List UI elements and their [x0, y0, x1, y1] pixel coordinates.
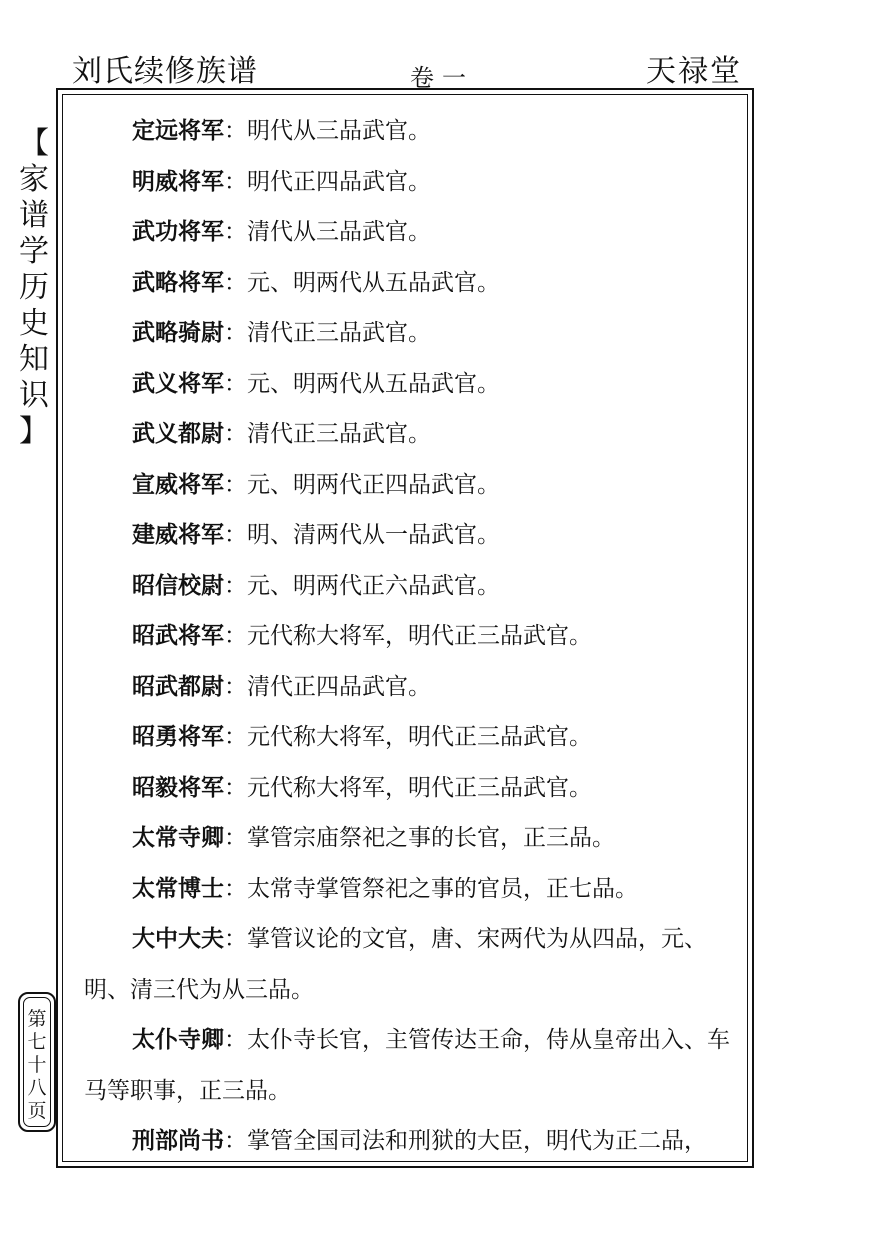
glossary-entry [84, 712, 734, 763]
entry-term: 武功将军 [132, 218, 224, 245]
entry-term: 昭勇将军 [132, 723, 224, 750]
page-number-badge [18, 992, 56, 1132]
entry-term: 太仆寺卿 [132, 1026, 224, 1053]
entry-term: 太常博士 [132, 874, 224, 902]
entry-description: 元代称大将军，明代正三品武官。 [247, 724, 592, 750]
entry-separator: ： [224, 421, 247, 447]
entry-term: 昭武将军 [132, 622, 224, 649]
side-title-char: 谱 [19, 198, 49, 233]
entry-term: 武义都尉 [132, 420, 224, 447]
glossary-entry [84, 561, 734, 612]
entry-separator: ： [224, 623, 247, 649]
entry-separator: ： [224, 673, 247, 700]
entry-term: 昭信校尉 [132, 571, 224, 599]
entry-separator: ： [224, 572, 247, 599]
glossary-entry [84, 611, 734, 662]
side-title-char: 】 [19, 414, 49, 449]
entry-term: 昭毅将军 [132, 773, 224, 801]
entry-term: 宣威将军 [132, 470, 224, 498]
entry-description: 元、明两代正六品武官。 [247, 572, 500, 599]
entry-separator: ： [224, 926, 247, 952]
entry-separator: ： [224, 370, 247, 397]
entry-description: 元、明两代正四品武官。 [247, 471, 500, 498]
header-volume: 卷一 [410, 64, 474, 92]
entry-separator: ： [224, 118, 247, 144]
entry-description: 明代从三品武官。 [247, 118, 431, 144]
glossary-entry [84, 359, 734, 410]
entry-description: 清代正四品武官。 [247, 673, 431, 700]
glossary-entry [84, 914, 734, 1015]
page-label-char: 七 [27, 1031, 47, 1053]
entry-term: 武略骑尉 [132, 319, 224, 346]
glossary-entry [84, 207, 734, 258]
entry-term: 武略将军 [132, 268, 224, 296]
side-title-char: 识 [19, 378, 49, 413]
glossary-content [84, 106, 734, 1167]
entry-separator: ： [224, 875, 247, 902]
glossary-entry [84, 460, 734, 511]
entry-term: 明威将军 [132, 167, 224, 195]
side-title-char: 家 [19, 162, 49, 197]
entry-description: 太仆寺长官，主管传达王命，侍从皇帝出入、车马等职事，正三品。 [84, 1027, 730, 1104]
glossary-entry [84, 813, 734, 864]
entry-description: 元代称大将军，明代正三品武官。 [247, 623, 592, 649]
entry-description: 明、清两代从一品武官。 [247, 522, 500, 548]
entry-term: 昭武都尉 [132, 672, 224, 700]
entry-separator: ： [224, 471, 247, 498]
entry-description: 元、明两代从五品武官。 [247, 269, 500, 296]
entry-description: 清代从三品武官。 [247, 219, 431, 245]
entry-description: 元代称大将军，明代正三品武官。 [247, 774, 592, 801]
glossary-entry [84, 157, 734, 208]
entry-description: 清代正三品武官。 [247, 421, 431, 447]
side-title-char: 知 [19, 342, 49, 377]
glossary-entry [84, 409, 734, 460]
glossary-entry [84, 763, 734, 814]
entry-separator: ： [224, 825, 247, 851]
entry-separator: ： [224, 269, 247, 296]
side-title-char: 史 [19, 306, 49, 341]
header-hall-name: 天禄堂 [646, 54, 742, 89]
entry-description: 掌管议论的文官，唐、宋两代为从四品，元、明、清三代为从三品。 [84, 926, 707, 1003]
entry-separator: ： [224, 320, 247, 346]
glossary-entry [84, 106, 734, 157]
entry-description: 掌管宗庙祭祀之事的长官，正三品。 [247, 825, 615, 851]
side-title-char: 【 [19, 126, 49, 161]
glossary-entry [84, 510, 734, 561]
entry-description: 元、明两代从五品武官。 [247, 370, 500, 397]
entry-description: 明代正四品武官。 [247, 168, 431, 195]
entry-description: 掌管全国司法和刑狱的大臣，明代为正二品， [247, 1128, 707, 1154]
entry-term: 定远将军 [132, 117, 224, 144]
header-left-title: 刘氏续修族谱 [72, 54, 258, 89]
side-title-char: 学 [19, 234, 49, 269]
page-label-char: 十 [27, 1054, 47, 1076]
page-label-char: 八 [27, 1077, 47, 1099]
entry-separator: ： [224, 724, 247, 750]
glossary-entry [84, 258, 734, 309]
entry-term: 刑部尚书 [132, 1127, 224, 1154]
side-section-title [12, 126, 56, 450]
glossary-entry [84, 662, 734, 713]
page-label-char: 页 [27, 1100, 47, 1122]
entry-separator: ： [224, 774, 247, 801]
entry-description: 清代正三品武官。 [247, 320, 431, 346]
glossary-entry [84, 1116, 734, 1167]
glossary-entry [84, 308, 734, 359]
entry-term: 武义将军 [132, 369, 224, 397]
entry-term: 大中大夫 [132, 925, 224, 952]
glossary-entry [84, 864, 734, 915]
side-title-char: 历 [19, 270, 49, 305]
entry-separator: ： [224, 1128, 247, 1154]
entry-separator: ： [224, 1027, 247, 1053]
page-label-char: 第 [27, 1008, 47, 1030]
glossary-entry [84, 1015, 734, 1116]
entry-term: 太常寺卿 [132, 824, 224, 851]
entry-term: 建威将军 [132, 521, 224, 548]
entry-separator: ： [224, 168, 247, 195]
entry-separator: ： [224, 219, 247, 245]
entry-description: 太常寺掌管祭祀之事的官员，正七品。 [247, 875, 638, 902]
entry-separator: ： [224, 522, 247, 548]
